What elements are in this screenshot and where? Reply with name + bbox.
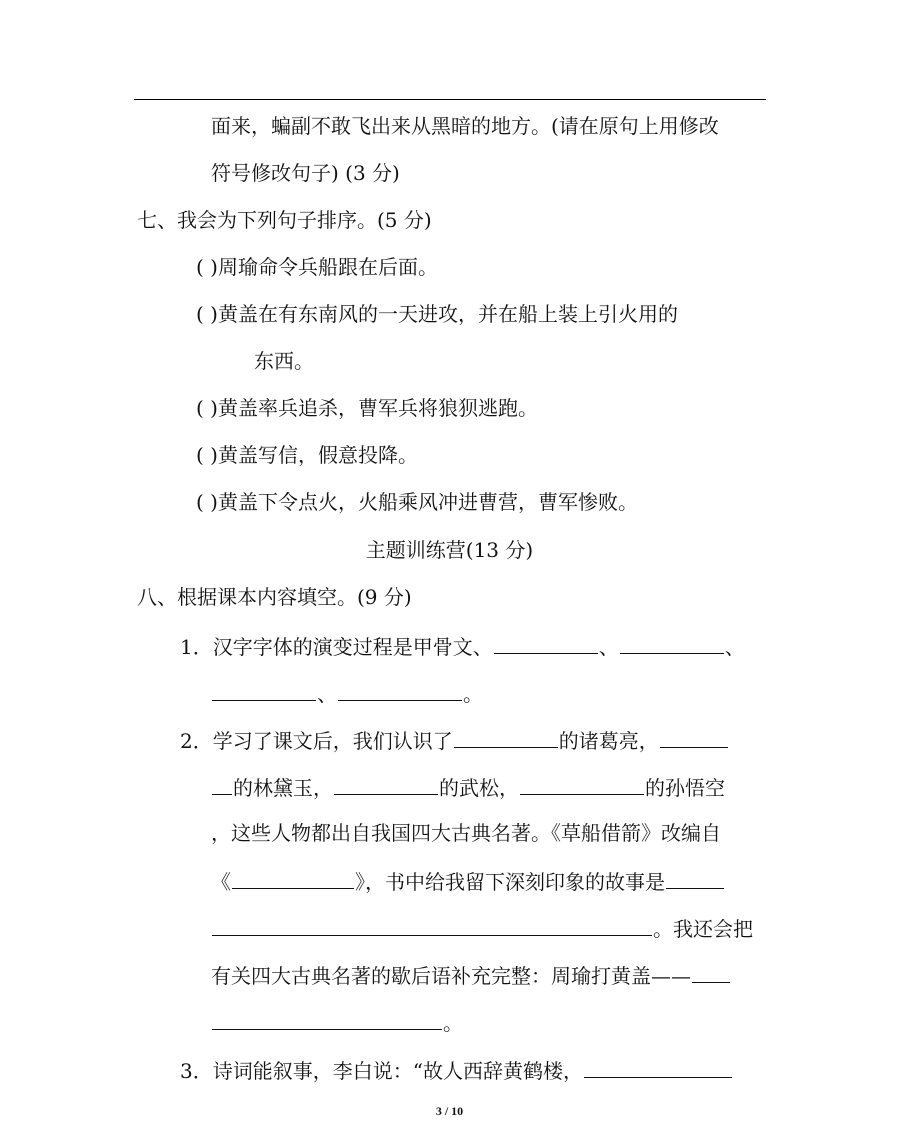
q8-item-2-text: 。我还会把 <box>653 917 753 941</box>
fill-blank[interactable] <box>454 727 558 748</box>
q8-item-2-text: 的诸葛亮， <box>558 729 659 753</box>
answer-bracket[interactable]: ( ) <box>196 255 218 279</box>
answer-bracket[interactable]: ( ) <box>196 490 218 514</box>
q7-item-1 <box>196 255 438 279</box>
q6-line-1: 面来，蝙副不敢飞出来从黑暗的地方。(请在原句上用修改 <box>211 114 719 138</box>
q7-title: 七、我会为下列句子排序。(5 分) <box>137 208 432 232</box>
punct: 。 <box>443 1011 463 1035</box>
header-rule <box>134 99 766 100</box>
q8-item-2-line-1 <box>180 727 729 753</box>
fill-blank[interactable] <box>212 915 652 936</box>
q8-item-2-text: 《 <box>211 870 231 894</box>
q7-item-2 <box>196 302 678 326</box>
q8-item-1-text: 1．汉字字体的演变过程是甲骨文、 <box>180 635 493 659</box>
q8-item-2-text: 的孙悟空 <box>645 776 725 800</box>
fill-blank[interactable] <box>520 774 644 795</box>
q7-item-3 <box>196 396 538 420</box>
answer-bracket[interactable]: ( ) <box>196 443 218 467</box>
q8-item-2-text: 的林黛玉， <box>233 776 333 800</box>
section-title: 主题训练营(13 分) <box>365 538 534 562</box>
punct: 、 <box>724 635 745 659</box>
fill-blank[interactable] <box>338 680 462 701</box>
q7-item-5 <box>196 490 638 514</box>
fill-blank[interactable] <box>232 868 354 889</box>
q8-item-3-text: 3．诗词能叙事，李白说：“故人西辞黄鹤楼， <box>180 1059 583 1083</box>
q7-item-text: 黄盖下令点火，火船乘风冲进曹营，曹军惨败。 <box>217 490 638 514</box>
q8-item-2-text: 有关四大古典名著的歇后语补充完整：周瑜打黄盖—— <box>211 964 691 988</box>
q8-item-2-text: 》，书中给我留下深刻印象的故事是 <box>355 870 665 894</box>
q7-item-text: 周瑜命令兵船跟在后面。 <box>217 255 438 279</box>
fill-blank[interactable] <box>620 633 724 654</box>
q7-item-text: 黄盖在有东南风的一天进攻，并在船上装上引火用的 <box>217 302 678 326</box>
fill-blank[interactable] <box>660 727 728 748</box>
fill-blank[interactable] <box>212 680 316 701</box>
fill-blank[interactable] <box>494 633 598 654</box>
fill-blank[interactable] <box>212 1009 442 1030</box>
q8-item-2-text: 的武松， <box>439 776 519 800</box>
fill-blank[interactable] <box>334 774 438 795</box>
q7-item-text: 黄盖写信，假意投降。 <box>217 443 418 467</box>
punct: 、 <box>317 682 337 706</box>
q8-item-2-line-7 <box>211 1009 463 1035</box>
q8-item-2-text: 2．学习了课文后，我们认识了 <box>180 729 453 753</box>
q8-item-2-line-5 <box>211 915 753 941</box>
fill-blank[interactable] <box>666 868 724 889</box>
answer-bracket[interactable]: ( ) <box>196 396 218 420</box>
page-number: 3 / 10 <box>435 1104 464 1118</box>
q8-item-2-line-2 <box>211 774 725 800</box>
q8-item-1-line-2 <box>211 680 483 706</box>
punct: 。 <box>463 682 483 706</box>
q7-item-text: 黄盖率兵追杀，曹军兵将狼狈逃跑。 <box>217 396 538 420</box>
q8-item-2-line-3: ，这些人物都出自我国四大古典名著。《草船借箭》改编自 <box>211 821 721 845</box>
fill-blank[interactable] <box>212 774 232 795</box>
fill-blank[interactable] <box>692 962 730 983</box>
fill-blank[interactable] <box>584 1057 732 1078</box>
q8-item-2-line-4 <box>211 868 725 894</box>
q8-item-2-line-6 <box>211 962 731 988</box>
answer-bracket[interactable]: ( ) <box>196 302 218 326</box>
punct: 、 <box>598 635 619 659</box>
q6-line-2: 符号修改句子) (3 分) <box>211 161 400 185</box>
q7-item-2-continued: 东西。 <box>254 349 314 373</box>
q8-title: 八、根据课本内容填空。(9 分) <box>137 585 412 609</box>
q8-item-3-line-1 <box>180 1057 733 1083</box>
q7-item-4 <box>196 443 418 467</box>
q8-item-1-line-1 <box>180 633 745 659</box>
